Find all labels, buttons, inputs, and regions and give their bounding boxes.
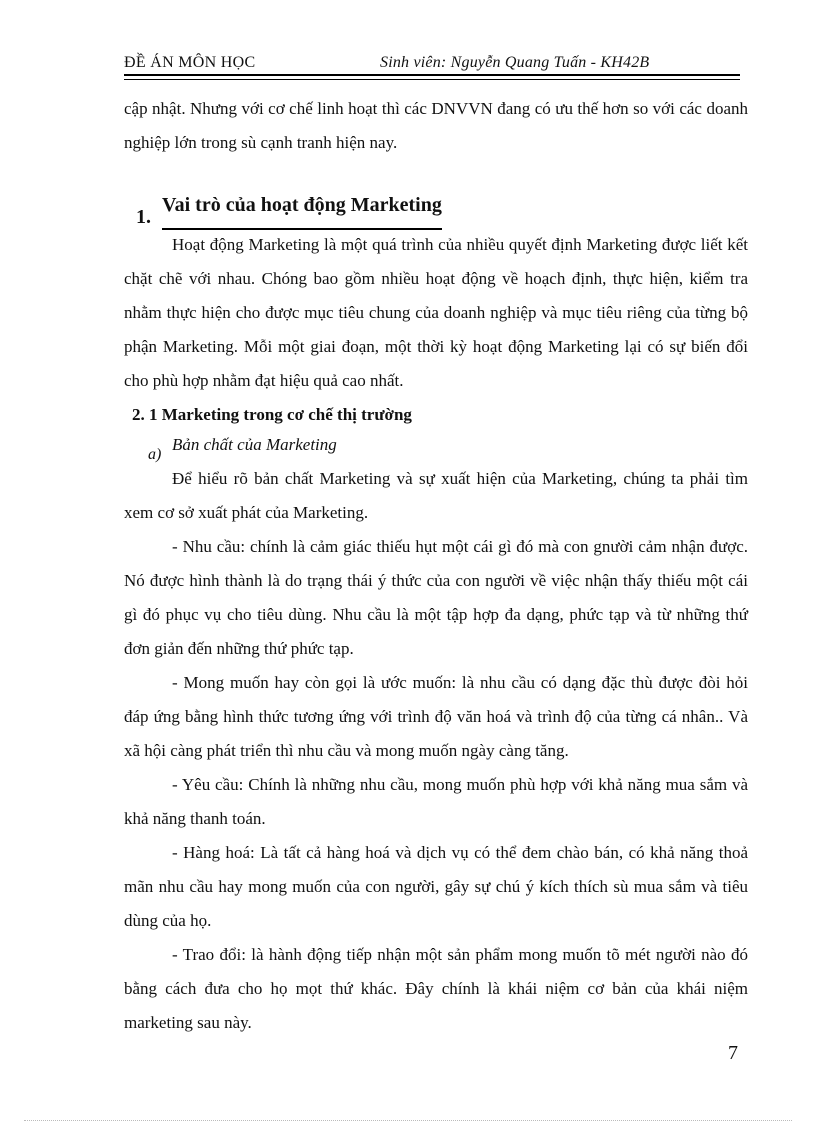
document-body [124, 92, 748, 1040]
paragraph-nhu-cau: - Nhu cầu: chính là cảm giác thiếu hụt một cái gì đó mà con gnười cảm nhận được. Nó được hình thành là do trạng thái ý thức của con người về việc nhận thấy thiếu một cái gì đó phục vụ cho tiêu dùng. Nhu cầu là một tập hợp đa dạng, phức tạp và từ những thứ đơn giản đến những thứ phức tạp. [124, 537, 748, 658]
header-course-title: ĐỀ ÁN MÔN HỌC [124, 54, 256, 71]
section-1-paragraph: Hoạt động Marketing là một quá trình của nhiều quyết định Marketing được liết kết chặt chẽ với nhau. Chóng bao gồm nhiều hoạt động về hoạch định, thực hiện, kiểm tra nhằm thực hiện cho được mục tiêu chung của doanh nghiệp và mục tiêu riêng của từng bộ phận Marketing. Mỗi một giai đoạn, một thời kỳ hoạt động Marketing lại có sự biến đổi cho phù hợp nhằm đạt hiệu quả cao nhất. [124, 235, 748, 390]
paragraph-trao-doi: - Trao đổi: là hành động tiếp nhận một sản phẩm mong muốn tõ mét người nào đó bằng cách đưa cho họ mọt thứ khác. Đây chính là khái niệm cơ bản của khái niệm marketing sau này. [124, 945, 748, 1032]
subsection-a-title: Bản chất của Marketing [172, 435, 337, 454]
subsection-a-heading [124, 432, 748, 462]
intro-paragraph: cập nhật. Nhưng với cơ chế linh hoạt thì các DNVVN đang có ưu thế hơn so với các doanh nghiệp lớn trong sù cạnh tranh hiện nay. [124, 99, 748, 152]
paragraph: Để hiểu rõ bản chất Marketing và sự xuất hiện của Marketing, chúng ta phải tìm xem cơ sở xuất phát của Marketing. [124, 469, 748, 522]
page-number: 7 [728, 1042, 738, 1064]
section-1-number: 1. [136, 206, 151, 228]
page-header [124, 50, 740, 76]
section-2-1-heading: 2. 1 Marketing trong cơ chế thị trường [132, 405, 412, 424]
section-1-title: Vai trò của hoạt động Marketing [162, 188, 442, 230]
header-rule [124, 74, 740, 76]
subsection-a-marker: a) [148, 446, 162, 463]
header-student-name: Sinh viên: Nguyễn Quang Tuấn - KH42B [380, 54, 650, 71]
paragraph-yeu-cau: - Yêu cầu: Chính là những nhu cầu, mong muốn phù hợp với khả năng mua sắm và khả năng thanh toán. [124, 775, 748, 828]
paragraph-hang-hoa: - Hàng hoá: Là tất cả hàng hoá và dịch vụ có thể đem chào bán, có khả năng thoả mãn nhu cầu hay mong muốn của con người, gây sự chú ý kích thích sù mua sắm và tiêu dùng của họ. [124, 843, 748, 930]
footer-divider [24, 1120, 792, 1121]
section-1-heading [124, 188, 748, 228]
header-rule-thin [124, 79, 740, 80]
paragraph-mong-muon: - Mong muốn hay còn gọi là ước muốn: là nhu cầu có dạng đặc thù được đòi hỏi đáp ứng bằng hình thức tương ứng với trình độ văn hoá và trình độ của từng cá nhân.. Và xã hội càng phát triển thì nhu cầu và mong muốn ngày càng tăng. [124, 673, 748, 760]
